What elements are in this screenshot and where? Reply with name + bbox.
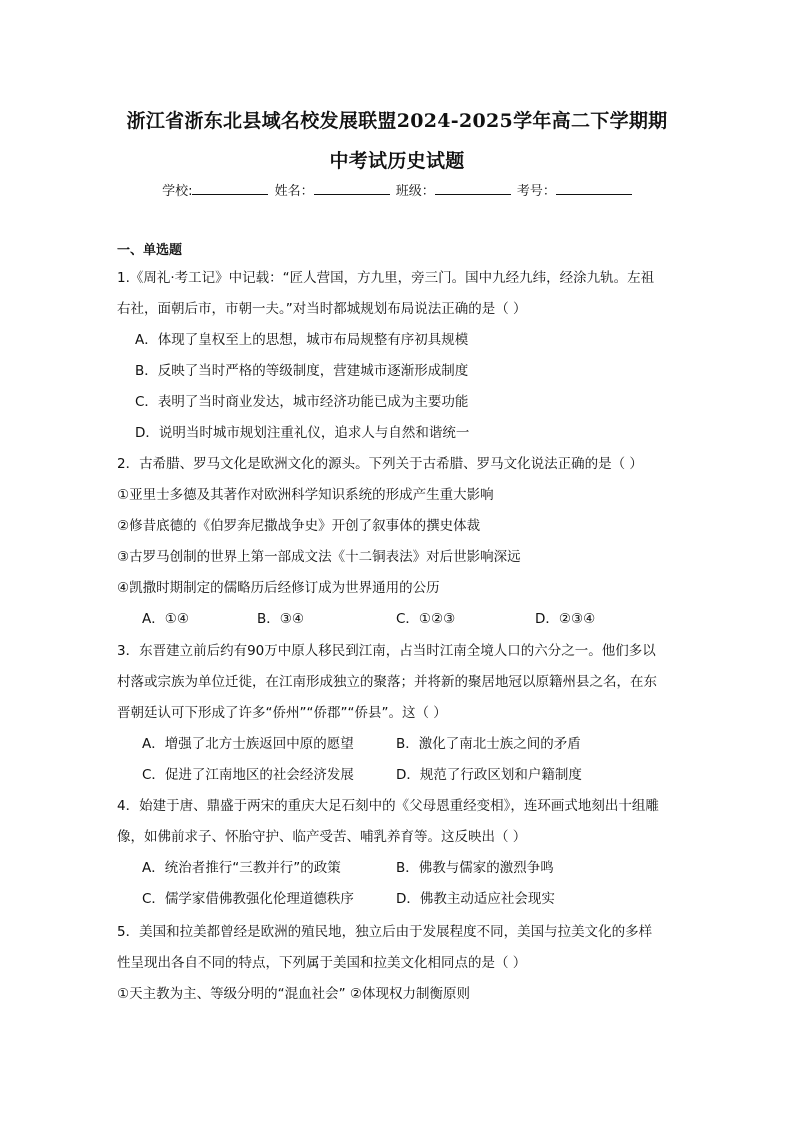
section-heading: 一、单选题 [117, 243, 183, 258]
exam-number-field[interactable] [517, 180, 632, 199]
name-field[interactable] [275, 180, 390, 199]
question-5-line-2: 性呈现出各自不同的特点，下列属于美国和拉美文化相同点的是（ ） [117, 955, 527, 971]
question-4-option-c[interactable]: C．儒学家借佛教强化伦理道德秩序 [142, 891, 354, 907]
exam-number-label: 考号： [516, 184, 556, 199]
question-4-option-a[interactable]: A．统治者推行“三教并行”的政策 [142, 860, 341, 876]
question-4-line-2: 像，如佛前求子、怀胎守护、临产受苦、哺乳养育等。这反映出（ ） [117, 829, 527, 845]
question-3-line-3: 晋朝廷认可下形成了许多“侨州”“侨郡”“侨县”。这（ ） [117, 705, 447, 721]
question-1-option-b[interactable]: B．反映了当时严格的等级制度，营建城市逐渐形成制度 [135, 363, 469, 379]
question-5-line-1: 5．美国和拉美都曾经是欧洲的殖民地，独立后由于发展程度不同，美国与拉美文化的多样 [117, 924, 653, 940]
question-1-option-a[interactable]: A．体现了皇权至上的思想，城市布局规整有序初具规模 [135, 332, 469, 348]
question-2-option-b[interactable]: B．③④ [257, 611, 304, 627]
question-2-option-a[interactable]: A．①④ [142, 611, 189, 627]
student-info-row [0, 180, 794, 199]
question-1-option-d[interactable]: D．说明当时城市规划注重礼仪，追求人与自然和谐统一 [135, 425, 470, 441]
class-field[interactable] [396, 180, 511, 199]
question-2-line-1: 2．古希腊、罗马文化是欧洲文化的源头。下列关于古希腊、罗马文化说法正确的是（ ） [117, 456, 643, 472]
question-4-option-b[interactable]: B．佛教与儒家的激烈争鸣 [396, 860, 554, 876]
question-3-option-c[interactable]: C．促进了江南地区的社会经济发展 [142, 767, 354, 783]
question-5-line-3: ①天主教为主、等级分明的“混血社会” ②体现权力制衡原则 [117, 986, 470, 1002]
school-field[interactable] [162, 180, 268, 199]
question-2-statement-3: ③古罗马创制的世界上第一部成文法《十二铜表法》对后世影响深远 [117, 549, 521, 565]
name-blank [314, 182, 390, 195]
question-3-option-d[interactable]: D．规范了行政区划和户籍制度 [396, 767, 582, 783]
question-2-option-d[interactable]: D．②③④ [535, 611, 596, 627]
question-2-statement-2: ②修昔底德的《伯罗奔尼撒战争史》开创了叙事体的撰史体裁 [117, 518, 481, 534]
question-1-line-1: 1.《周礼·考工记》中记载：“匠人营国，方九里，旁三门。国中九经九纬，经涂九轨。左祖 [117, 270, 655, 286]
question-2-statement-4: ④凯撒时期制定的儒略历后经修订成为世界通用的公历 [117, 580, 440, 596]
exam-title-line-2: 中考试历史试题 [329, 150, 465, 172]
question-1-option-c[interactable]: C．表明了当时商业发达，城市经济功能已成为主要功能 [135, 394, 469, 410]
question-3-option-a[interactable]: A．增强了北方士族返回中原的愿望 [142, 736, 354, 752]
class-label: 班级： [395, 184, 435, 199]
name-label: 姓名： [274, 184, 314, 199]
question-3-line-1: 3．东晋建立前后约有90万中原人移民到江南，占当时江南全境人口的六分之一。他们多以 [117, 643, 656, 659]
question-1-line-2: 右社，面朝后市，市朝一夫。”对当时都城规划布局说法正确的是（ ） [117, 301, 527, 317]
question-4-option-d[interactable]: D．佛教主动适应社会现实 [396, 891, 555, 907]
question-3-line-2: 村落或宗族为单位迁徙，在江南形成独立的聚落；并将新的聚居地冠以原籍州县之名，在东 [117, 674, 657, 690]
exam-number-blank [556, 182, 632, 195]
class-blank [435, 182, 511, 195]
question-3-option-b[interactable]: B．激化了南北士族之间的矛盾 [396, 736, 581, 752]
question-2-option-c[interactable]: C．①②③ [396, 611, 456, 627]
question-2-statement-1: ①亚里士多德及其著作对欧洲科学知识系统的形成产生重大影响 [117, 487, 494, 503]
question-4-line-1: 4．始建于唐、鼎盛于两宋的重庆大足石刻中的《父母恩重经变相》，连环画式地刻出十组雕 [117, 798, 659, 814]
exam-title-line-1: 浙江省浙东北县域名校发展联盟2024-2025学年高二下学期期 [126, 110, 668, 132]
school-blank [192, 182, 268, 195]
school-label: 学校: [162, 184, 193, 199]
